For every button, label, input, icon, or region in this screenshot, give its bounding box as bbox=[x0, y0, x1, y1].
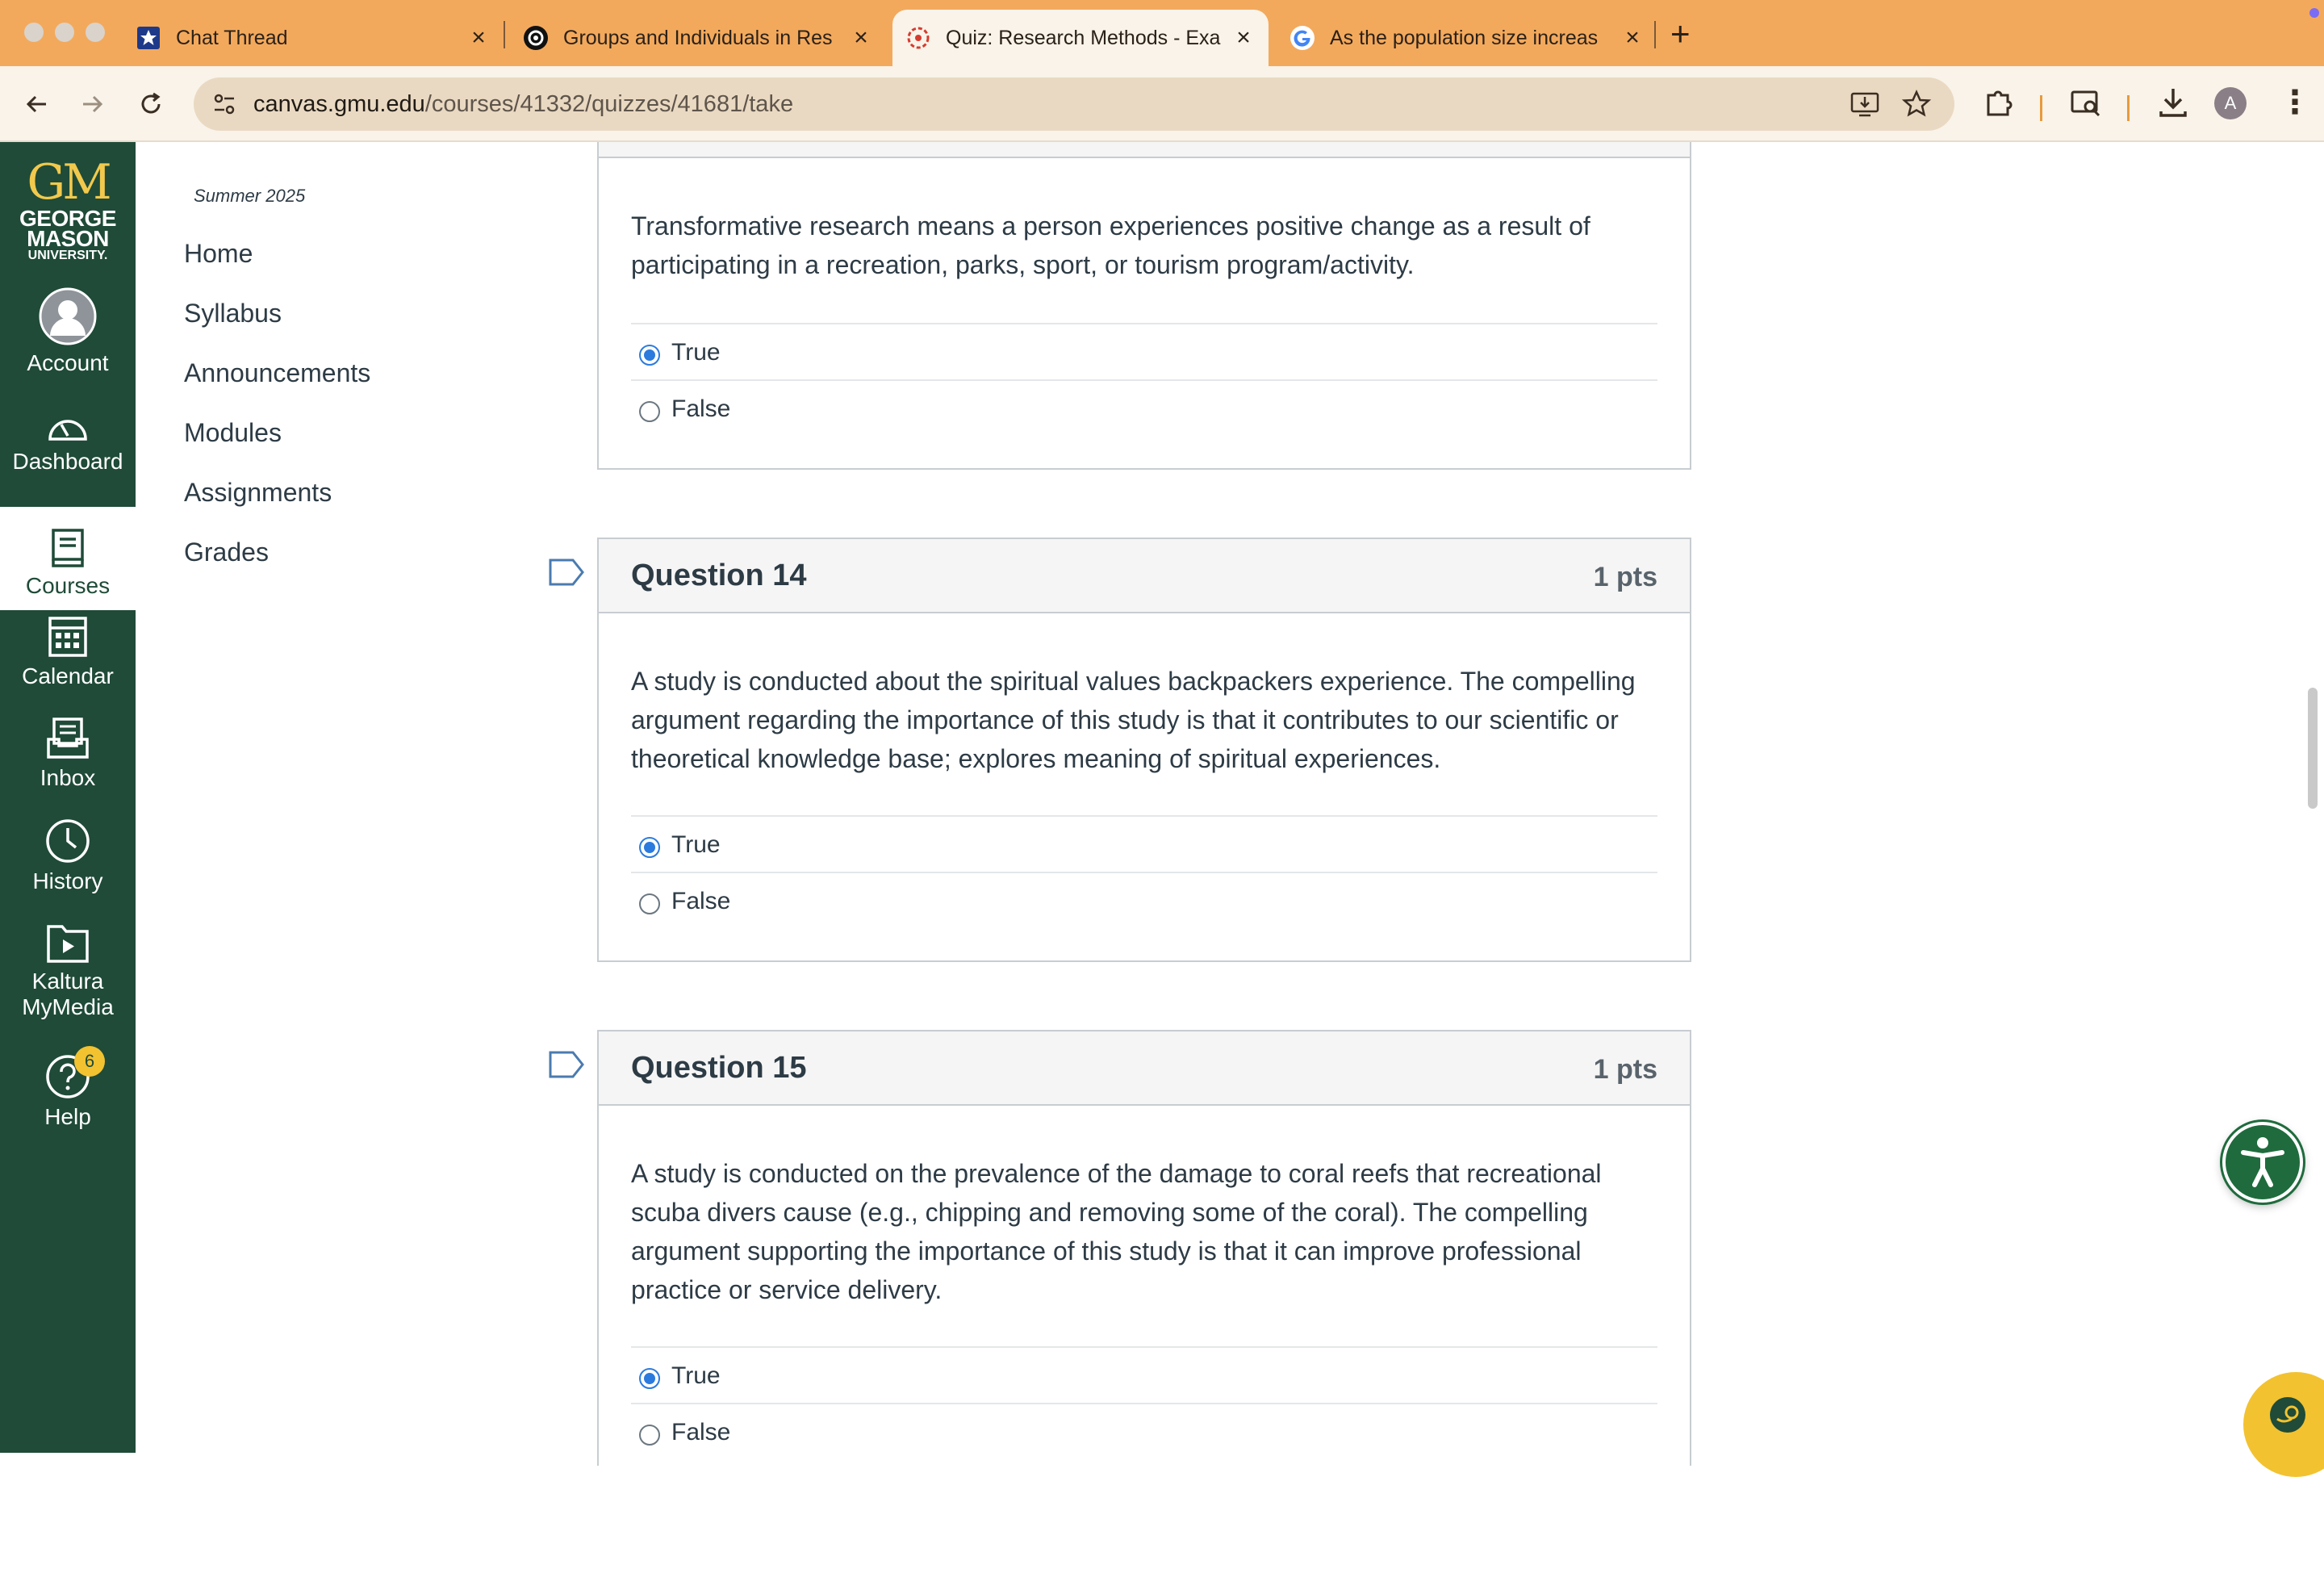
gmu-logo-line2: MASON bbox=[27, 226, 109, 251]
tab-population-size[interactable] bbox=[1289, 10, 1645, 66]
answer-true[interactable] bbox=[631, 1346, 1657, 1403]
profile-avatar[interactable]: A bbox=[2214, 87, 2247, 119]
window-maximize-button[interactable] bbox=[86, 23, 105, 42]
tab-quiz-research-methods[interactable] bbox=[892, 10, 1269, 66]
flag-question-icon[interactable] bbox=[549, 1051, 584, 1078]
chat-bubble-icon bbox=[2268, 1395, 2308, 1435]
answer-label: True bbox=[671, 339, 721, 366]
canvas-logo-icon bbox=[905, 25, 931, 51]
tab-chat-thread[interactable] bbox=[136, 10, 491, 66]
global-nav-label-2: MyMedia bbox=[22, 994, 114, 1019]
global-nav-history[interactable] bbox=[0, 818, 136, 894]
google-g-icon bbox=[1289, 25, 1315, 51]
question-title: Question 15 bbox=[631, 1051, 807, 1085]
course-nav-assignments[interactable]: Assignments bbox=[184, 478, 332, 507]
radio-button[interactable] bbox=[639, 837, 660, 858]
tab-separator bbox=[1654, 21, 1656, 48]
url-host: canvas.gmu.edu bbox=[253, 91, 425, 117]
forward-button[interactable] bbox=[73, 84, 113, 124]
global-nav-dashboard[interactable] bbox=[0, 408, 136, 475]
tab-close-icon[interactable]: × bbox=[1236, 24, 1251, 51]
question-points: 1 pts bbox=[1593, 1054, 1657, 1085]
radio-button[interactable] bbox=[639, 345, 660, 366]
answer-label: False bbox=[671, 395, 731, 422]
answer-false[interactable] bbox=[631, 1403, 1657, 1459]
downloads-icon[interactable] bbox=[2156, 86, 2190, 119]
back-arrow-icon bbox=[24, 92, 48, 116]
tab-groups-individuals[interactable] bbox=[523, 10, 873, 66]
flag-question-icon[interactable] bbox=[549, 559, 584, 586]
answer-label: True bbox=[671, 831, 721, 858]
profile-indicator-dot bbox=[2309, 8, 2319, 18]
global-nav-label: Kaltura bbox=[31, 969, 104, 994]
global-nav-label: Inbox bbox=[40, 765, 96, 790]
radio-button[interactable] bbox=[639, 893, 660, 914]
browser-tab-strip bbox=[0, 0, 2324, 66]
tab-title: Groups and Individuals in Res bbox=[563, 26, 833, 49]
tab-close-icon[interactable]: × bbox=[1625, 24, 1640, 51]
global-navigation bbox=[0, 142, 136, 1453]
site-settings-icon[interactable] bbox=[211, 91, 237, 117]
answer-label: False bbox=[671, 888, 731, 914]
question-header bbox=[599, 1031, 1690, 1106]
clock-icon bbox=[45, 818, 90, 864]
global-nav-calendar[interactable] bbox=[0, 613, 136, 689]
answer-true[interactable] bbox=[631, 323, 1657, 379]
question-card-13 bbox=[597, 142, 1691, 470]
address-bar[interactable] bbox=[194, 77, 1954, 131]
url-path: /courses/41332/quizzes/41681/take bbox=[424, 91, 794, 117]
browser-menu-icon[interactable]: ⋮ bbox=[2279, 85, 2311, 120]
toolbar-separator bbox=[2040, 95, 2042, 121]
extensions-puzzle-icon[interactable] bbox=[1982, 86, 2016, 119]
chat-widget-button[interactable] bbox=[2243, 1372, 2324, 1477]
global-nav-kaltura[interactable] bbox=[0, 922, 136, 1020]
question-text: Transformative research means a person experiences positive change as a result of participating in a recreation, parks, sport, or tourism program/activity. bbox=[631, 211, 1590, 279]
tab-title: Chat Thread bbox=[176, 26, 288, 49]
radio-button[interactable] bbox=[639, 1368, 660, 1389]
question-header-partial bbox=[599, 142, 1690, 158]
course-nav-modules[interactable]: Modules bbox=[184, 418, 282, 447]
calendar-icon bbox=[48, 613, 88, 659]
course-nav-syllabus[interactable]: Syllabus bbox=[184, 299, 282, 328]
answer-false[interactable] bbox=[631, 872, 1657, 928]
account-avatar-icon bbox=[39, 287, 97, 345]
question-text: A study is conducted about the spiritual values backpackers experience. The compelling argument regarding the importance of this study is that it contributes to our scientific or theoretical knowledge base; explores meaning of spiritual experiences. bbox=[631, 667, 1636, 773]
reload-button[interactable] bbox=[131, 84, 171, 124]
toolbar-separator bbox=[2127, 95, 2130, 121]
gmu-logo-line3: UNIVERSITY. bbox=[27, 249, 108, 262]
install-app-icon[interactable] bbox=[1850, 89, 1880, 119]
course-nav-grades[interactable]: Grades bbox=[184, 538, 269, 567]
star-shield-icon bbox=[136, 25, 161, 51]
new-tab-button[interactable]: + bbox=[1670, 15, 1691, 52]
global-nav-courses[interactable] bbox=[0, 507, 136, 610]
global-nav-label: Account bbox=[27, 350, 109, 375]
global-nav-label: History bbox=[32, 868, 103, 893]
reload-icon bbox=[139, 92, 163, 116]
kaltura-media-icon bbox=[46, 922, 90, 964]
bookmark-star-icon[interactable] bbox=[1901, 89, 1932, 119]
question-title: Question 14 bbox=[631, 559, 807, 592]
global-nav-label: Dashboard bbox=[12, 449, 123, 474]
gmu-logo-mark: GM bbox=[27, 154, 109, 211]
window-minimize-button[interactable] bbox=[55, 23, 74, 42]
page-scrollbar-thumb[interactable] bbox=[2308, 688, 2318, 809]
inbox-icon bbox=[46, 717, 90, 760]
global-nav-label: Help bbox=[44, 1104, 91, 1129]
browser-toolbar bbox=[0, 66, 2324, 142]
question-card-15 bbox=[597, 1030, 1691, 1466]
gmu-logo-line1: GEORGE bbox=[19, 206, 116, 231]
dashboard-gauge-icon bbox=[45, 408, 90, 444]
forward-arrow-icon bbox=[81, 92, 105, 116]
radio-button[interactable] bbox=[639, 401, 660, 422]
url-text bbox=[253, 91, 793, 118]
global-nav-label: Calendar bbox=[22, 663, 114, 688]
global-nav-help[interactable] bbox=[0, 1054, 136, 1130]
accessibility-person-icon bbox=[2226, 1125, 2300, 1199]
radio-button[interactable] bbox=[639, 1425, 660, 1446]
question-text: A study is conducted on the prevalence of the damage to coral reefs that recreational scuba divers cause (e.g., chipping and removing some of the coral). The compelling argument supporting the importance of this study is that it can improve professional practice or service delivery. bbox=[631, 1159, 1602, 1304]
answer-false[interactable] bbox=[631, 379, 1657, 436]
global-nav-label: Courses bbox=[25, 573, 111, 598]
tab-close-icon[interactable]: × bbox=[471, 24, 486, 51]
back-button[interactable] bbox=[16, 84, 56, 124]
course-nav-home[interactable]: Home bbox=[184, 239, 253, 268]
lens-search-icon[interactable] bbox=[2069, 86, 2103, 119]
answer-label: False bbox=[671, 1419, 731, 1446]
gmu-logo[interactable] bbox=[11, 154, 124, 263]
question-card-14 bbox=[597, 538, 1691, 962]
tab-close-icon[interactable]: × bbox=[854, 24, 868, 51]
answer-true[interactable] bbox=[631, 815, 1657, 872]
course-term-label: Summer 2025 bbox=[194, 186, 306, 206]
global-nav-account[interactable] bbox=[0, 287, 136, 376]
tab-separator bbox=[504, 21, 505, 48]
tab-title: As the population size increas bbox=[1330, 26, 1599, 49]
window-close-button[interactable] bbox=[24, 23, 44, 42]
course-nav-announcements[interactable]: Announcements bbox=[184, 358, 371, 387]
help-notification-badge: 6 bbox=[74, 1046, 105, 1077]
courses-book-icon bbox=[50, 528, 86, 568]
question-points: 1 pts bbox=[1593, 562, 1657, 592]
question-header bbox=[599, 539, 1690, 613]
tab-title: Quiz: Research Methods - Exa bbox=[946, 26, 1221, 49]
answer-label: True bbox=[671, 1362, 721, 1389]
global-nav-inbox[interactable] bbox=[0, 717, 136, 791]
openai-logo-icon bbox=[523, 25, 549, 51]
accessibility-button[interactable] bbox=[2222, 1122, 2303, 1203]
collapse-nav-icon[interactable] bbox=[42, 1537, 87, 1569]
